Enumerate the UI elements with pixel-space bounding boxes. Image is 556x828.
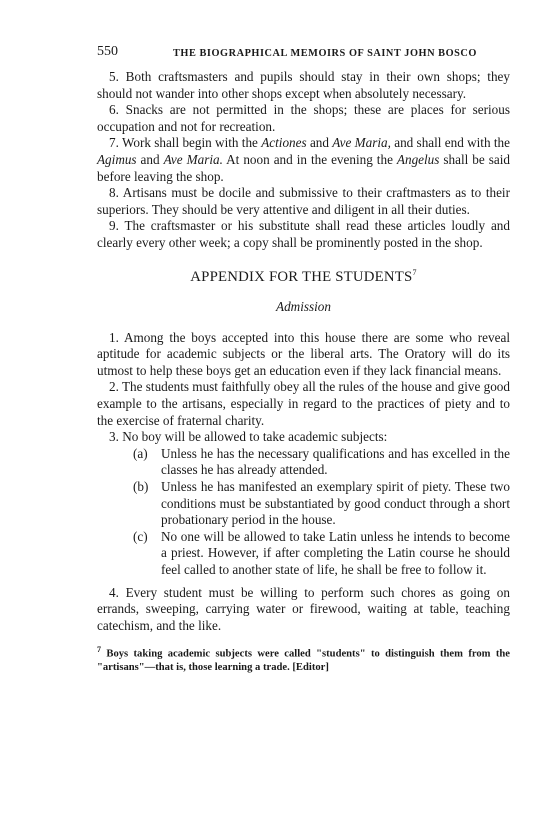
sub-item-c <box>97 529 510 579</box>
footnote-mark: 7 <box>97 645 101 655</box>
sub-item-label: (b) <box>133 478 149 494</box>
admission-paragraph-1: 1. Among the boys accepted into this house there are some who reveal aptitude for academic subjects or the liberal arts. The Oratory will do its utmost to help these boys get an education even if they lack financial means. <box>97 329 510 378</box>
rule-9: 9. The craftsmaster or his substitute shall read these articles loudly and clearly every other week; a copy shall be prominently posted in the shop. <box>97 218 510 250</box>
admission-paragraph-3: 3. No boy will be allowed to take academic subjects: <box>109 429 388 445</box>
rule-6: 6. Snacks are not permitted in the shops; these are places for serious occupation and not for recreation. <box>97 102 510 134</box>
sub-item-text: Unless he has the necessary qualifications and has excelled in the classes he has already attended. <box>161 445 510 478</box>
appendix-footnote-ref: 7 <box>412 267 417 277</box>
rule-7-part: and <box>136 151 164 167</box>
appendix-title-text: APPENDIX FOR THE STUDENTS <box>190 268 413 285</box>
sub-item-a <box>97 446 510 479</box>
sub-item-label: (c) <box>133 528 148 544</box>
rule-7-part: shall be said before leaving the shop. <box>97 151 510 184</box>
rule-7-italic-ave-maria-2: Ave Maria. <box>163 151 223 167</box>
rule-7-part: and <box>306 135 333 151</box>
appendix-title <box>97 265 510 286</box>
footnote <box>97 643 510 675</box>
subheading-admission: Admission <box>276 299 331 315</box>
rule-7-italic-angelus: Angelus <box>396 151 440 167</box>
rule-7-italic-actiones: Actiones <box>261 135 307 151</box>
sub-item-b <box>97 479 510 529</box>
running-head: THE BIOGRAPHICAL MEMOIRS OF SAINT JOHN BOSCO <box>173 48 477 59</box>
sub-item-label: (a) <box>133 445 148 461</box>
rule-5: 5. Both craftsmasters and pupils should stay in their own shops; they should not wander into other shops except when absolutely necessary. <box>97 69 510 101</box>
admission-paragraph-4: 4. Every student must be willing to perform such chores as going on errands, sweeping, carrying water or firewood, waiting at table, teaching catechism, and the like. <box>97 584 510 633</box>
rule-7-part: 7. Work shall begin with the <box>109 135 262 151</box>
sub-item-text: No one will be allowed to take Latin unless he intends to become a priest. However, if after completing the Latin course he should feel called to another state of life, he shall be free to follow it. <box>161 528 510 577</box>
rule-8: 8. Artisans must be docile and submissive to their craftmasters as to their superiors. They should be very attentive and diligent in all their duties. <box>97 185 510 217</box>
page-body <box>97 69 510 675</box>
sub-item-text: Unless he has manifested an exemplary spirit of piety. These two conditions must be substantiated by good conduct through a short probationary period in the house. <box>161 478 510 528</box>
admission-paragraph-2: 2. The students must faithfully obey all the rules of the house and give good example to the artisans, especially in regard to the practices of piety and to the exercise of fraternal charity. <box>97 379 510 428</box>
rule-7-italic-agimus: Agimus <box>97 151 137 167</box>
page-header <box>97 44 510 62</box>
rule-7-italic-ave-maria: Ave Maria, <box>332 135 391 151</box>
page-number: 550 <box>97 44 118 59</box>
rule-7-part: At noon and in the evening the <box>222 151 397 167</box>
rule-7-part: and shall end with the <box>390 135 510 151</box>
footnote-text: Boys taking academic subjects were called "students" to distinguish them from the "artisans"—that is, those learning a trade. [Editor] <box>97 648 510 674</box>
rule-7 <box>97 135 510 185</box>
